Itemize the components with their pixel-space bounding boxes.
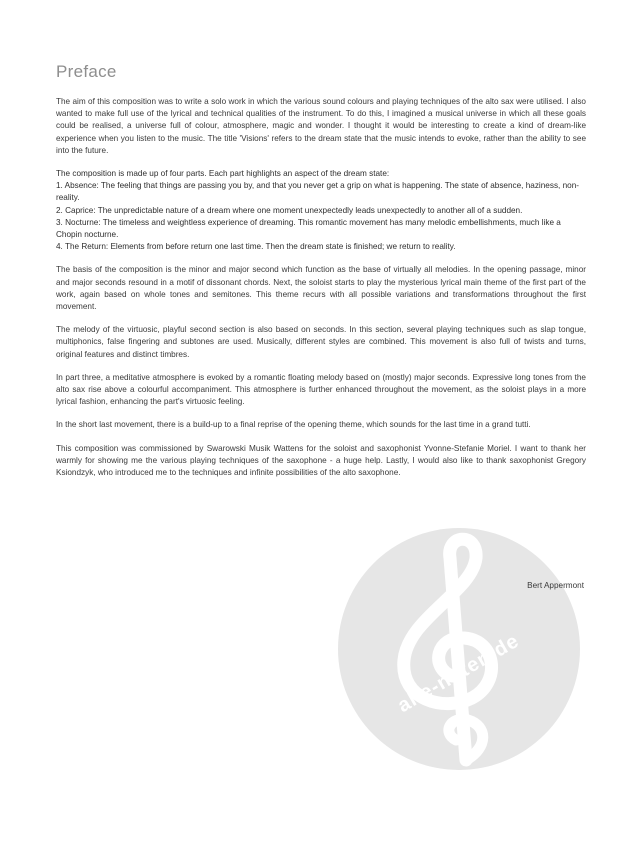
paragraph-basis: The basis of the composition is the minor and major second which function as the base of virtually all melodies. In the opening passage, minor and major seconds resound in a motif of dissonant chords. Next, the soloist starts to play the mysterious lyrical main theme of the first part of the work, again based on whole tones and semitones. This theme recurs with all possible variations and transformations throughout the first movement. [56,265,586,312]
paragraph-intro: The aim of this composition was to write a solo work in which the various sound colours and playing techniques of the alto sax were utilised. I also wanted to make full use of the lyrical and technical qualities of the instrument. To do this, I imagined a musical universe in which all these goals could be realised, a universe full of colour, atmosphere, magic and wonder. I thought it would be interesting to create a kind of dream-like experience when you listen to the music. The title 'Visions' refers to the dream state that the music intends to evoke, rather than the ability to see into the future. [56,97,586,155]
paragraph-last-movement: In the short last movement, there is a build-up to a final reprise of the opening theme, which sounds for the last time in a grand tutti. [56,420,531,430]
page-title: Preface [56,62,117,81]
list-item-caprice: 2. Caprice: The unpredictable nature of a dream where one moment unexpectedly leads unexpectedly to another all of a sudden. [56,205,523,215]
treble-clef-icon [338,528,580,770]
watermark-badge [338,528,580,770]
parts-section [56,168,586,253]
list-item-absence: 1. Absence: The feeling that things are passing you by, and that you never get a grip on what is happening. The state of absence, haziness, non-reality. [56,181,579,203]
watermark-text: alle-noten.de [394,629,524,718]
author-signature: Bert Appermont [527,581,584,590]
parts-intro: The composition is made up of four parts. Each part highlights an aspect of the dream state: [56,169,390,179]
paragraph-acknowledgements: This composition was commissioned by Swarowski Musik Wattens for the soloist and saxophonist Yvonne-Stefanie Moriel. I want to thank her warmly for showing me the various playing techniques of the saxophone - a huge help. Lastly, I would also like to thank saxophonist Gregory Ksiondzyk, who introduced me to the techniques and infinite possibilities of the alto saxophone. [56,443,586,478]
preface-page [56,62,586,490]
list-item-return: 4. The Return: Elements from before return one last time. Then the dream state is finished; we return to reality. [56,242,456,252]
list-item-nocturne: 3. Nocturne: The timeless and weightless experience of dreaming. This romantic movement has many melodic embellishments, much like a Chopin nocturne. [56,217,561,240]
paragraph-second-section: The melody of the virtuosic, playful second section is also based on seconds. In this section, several playing techniques such as slap tongue, multiphonics, false fingering and subtones are used. Musically, different styles are combined. This movement is also full of twists and turns, original features and distinct timbres. [56,325,586,359]
paragraph-part-three: In part three, a meditative atmosphere is evoked by a romantic floating melody based on (mostly) major seconds. Expressive long tones from the alto sax rise above a colourful accompaniment. This atmosphere is further enhanced throughout the movement, as the soloist plays in a more lyrical fashion, enhancing the part's virtuosic feeling. [56,372,586,407]
